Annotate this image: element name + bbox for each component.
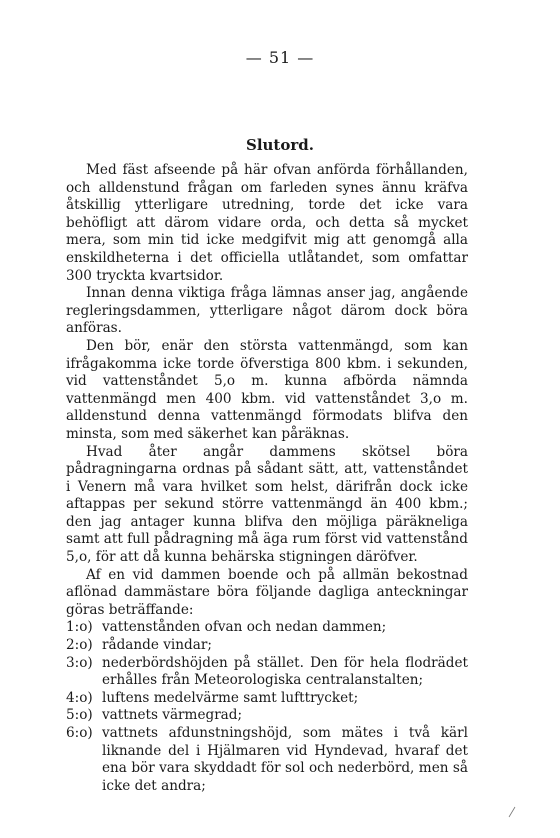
list-item-text: vattnets värmegrad; [102, 707, 243, 724]
paragraph: Den bör, enär den största vattenmängd, som kan ifrågakomma icke torde öfverstiga 800 kbm. i sekunden, vid vattenståndet 5,o m. kunna afbörda nämnda vattenmängd men 400 kbm. vid vattenståndet 3,o m. alldenstund denna vattenmängd förmodats blifva den minsta, som med säkerhet kan påräknas. [66, 337, 468, 442]
pencil-mark [508, 806, 516, 818]
list-item-text: nederbördshöjden på stället. Den för hela flodrädet erhålles från Meteorologiska centralanstalten; [102, 654, 468, 689]
list-item-text: vattenstånden ofvan och nedan dammen; [102, 619, 387, 636]
list-item-number: 1:o) [66, 619, 93, 636]
paragraph: Innan denna viktiga fråga lämnas anser jag, angående regleringsdammen, ytterligare något därom dock böra anföras. [66, 285, 468, 337]
paragraph: Hvad åter angår dammens skötsel böra pådragningarna ordnas på sådant sätt, att, vattenståndet i Venern må vara hvilket som helst, därifrån dock icke aftappas per sekund större vattenmängd än 400 kbm.; den jag antager kunna blifva den möjliga päräkneliga samt att full pådragning må äga rum först vid vattenstånd 5,o, för att då kunna behärska stigningen däröfver. [66, 443, 468, 566]
list-item [66, 619, 468, 637]
list-item [66, 707, 468, 725]
list-item-text: rådande vindar; [102, 637, 212, 654]
list-item-text: vattnets afdunstningshöjd, som mätes i två kärl liknande del i Hjälmaren vid Hyndevad, hvaraf det ena bör vara skyddadt för sol och nederbörd, men så icke det andra; [102, 725, 468, 794]
enumerated-list [66, 619, 468, 795]
list-item-number: 5:o) [66, 707, 93, 724]
body-text [66, 162, 468, 795]
list-item [66, 690, 468, 708]
section-heading: Slutord. [246, 136, 314, 154]
list-item-number: 3:o) [66, 654, 93, 671]
list-item [66, 655, 468, 690]
list-item-number: 2:o) [66, 637, 93, 654]
paragraph: Af en vid dammen boende och på allmän bekostnad aflönad dammästare böra följande dagliga anteckningar göras beträffande: [66, 566, 468, 618]
list-item-number: 4:o) [66, 689, 93, 706]
list-item [66, 725, 468, 795]
list-item [66, 637, 468, 655]
list-item-text: luftens medelvärme samt lufttrycket; [102, 689, 359, 706]
paragraph: Med fäst afseende på här ofvan anförda förhållanden, och alldenstund frågan om farleden synes ännu kräfva åtskillig ytterligare utredning, torde det icke vara behöfligt att därom vidare orda, och detta så mycket mera, som min tid icke medgifvit mig att genomgå alla enskildheterna i det officiella utlåtandet, som omfattar 300 tryckta kvartsidor. [66, 162, 468, 284]
page-number: — 51 — [245, 48, 315, 67]
list-item-number: 6:o) [66, 725, 93, 741]
